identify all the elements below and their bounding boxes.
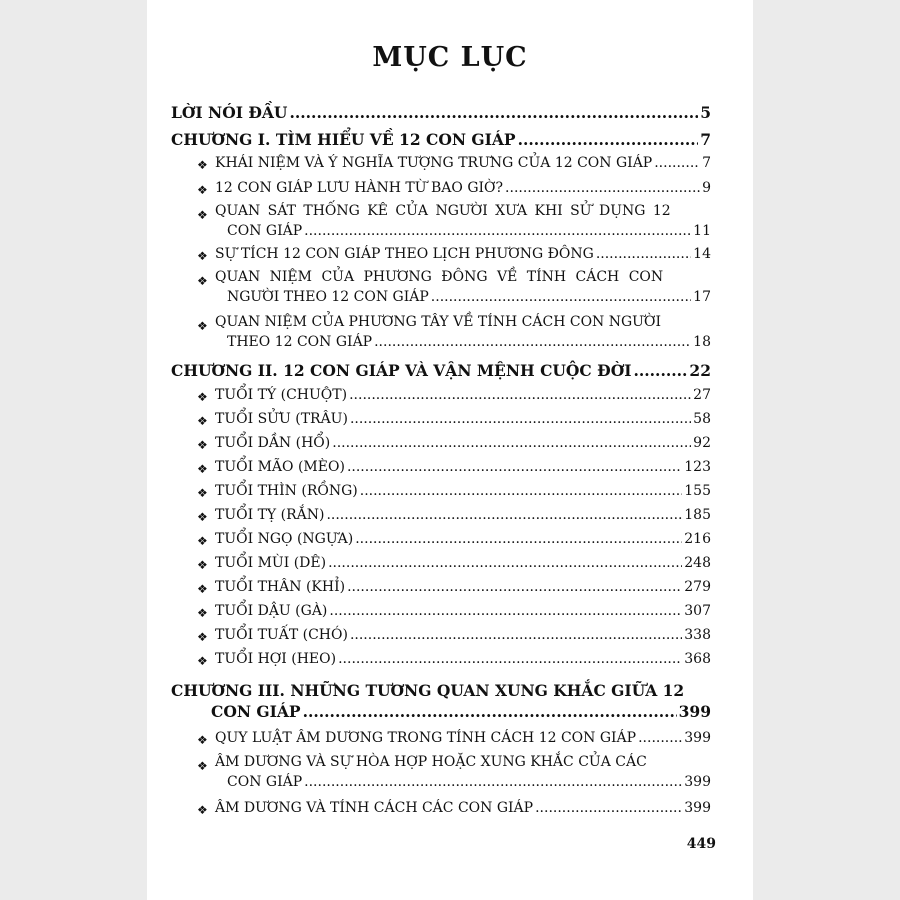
toc-entry-chapter-3: CON GIÁP ..... 399	[211, 702, 711, 719]
toc-entry-section: CON GIÁP ..... 399	[227, 774, 711, 791]
bullet-icon: ❖	[197, 249, 208, 263]
bullet-icon: ❖	[197, 183, 208, 197]
bullet-icon: ❖	[197, 274, 208, 288]
bullet-icon: ❖	[197, 462, 208, 476]
bullet-icon: ❖	[197, 208, 208, 222]
bullet-icon: ❖	[197, 582, 208, 596]
toc-entry-section: TUỔI TUẤT (CHÓ) ..... 338	[215, 627, 711, 644]
toc-entry-section: TUỔI SỬU (TRÂU) ..... 58	[215, 411, 711, 428]
toc-entry-chapter-3-line1: CHƯƠNG III. NHỮNG TƯƠNG QUAN XUNG KHẮC GIỮA 12	[171, 681, 685, 700]
toc-entry-section: TUỔI TÝ (CHUỘT) ..... 27	[215, 387, 711, 404]
toc-entry-section: THEO 12 CON GIÁP ..... 18	[227, 334, 711, 351]
bullet-icon: ❖	[197, 759, 208, 773]
toc-entry-section-line1: QUAN NIỆM CỦA PHƯƠNG ĐÔNG VỀ TÍNH CÁCH CON	[215, 269, 664, 285]
toc-entry-section: TUỔI HỢI (HEO) ..... 368	[215, 651, 711, 668]
bullet-icon: ❖	[197, 654, 208, 668]
toc-entry-section: TUỔI MÙI (DÊ) ..... 248	[215, 555, 711, 572]
toc-entry-section: QUY LUẬT ÂM DƯƠNG TRONG TÍNH CÁCH 12 CON GIÁP ..... 399	[215, 730, 711, 747]
bullet-icon: ❖	[197, 558, 208, 572]
page-title: MỤC LỤC	[372, 42, 528, 73]
page-number: 449	[686, 836, 716, 852]
toc-entry-section: 12 CON GIÁP LƯU HÀNH TỪ BAO GIỜ? ..... 9	[215, 180, 711, 197]
toc-entry-section: SỰ TÍCH 12 CON GIÁP THEO LỊCH PHƯƠNG ĐÔNG ..... 14	[215, 246, 711, 263]
toc-entry-section: KHÁI NIỆM VÀ Ý NGHĨA TƯỢNG TRƯNG CỦA 12 CON GIÁP ..... 7	[215, 155, 711, 172]
bullet-icon: ❖	[197, 534, 208, 548]
toc-entry-section-line1: QUAN NIỆM CỦA PHƯƠNG TÂY VỀ TÍNH CÁCH CON NGƯỜI	[215, 314, 661, 330]
toc-entry-preface: LỜI NÓI ĐẦU ..... 5	[171, 103, 711, 120]
toc-entry-section: TUỔI THÂN (KHỈ) ..... 279	[215, 579, 711, 596]
bullet-icon: ❖	[197, 606, 208, 620]
toc-entry-section: TUỔI DẦN (HỔ) ..... 92	[215, 435, 711, 452]
toc-entry-section-line1: QUAN SÁT THỐNG KÊ CỦA NGƯỜI XƯA KHI SỬ DỤNG 12	[215, 203, 671, 219]
bullet-icon: ❖	[197, 438, 208, 452]
bullet-icon: ❖	[197, 510, 208, 524]
toc-entry-section: NGƯỜI THEO 12 CON GIÁP ..... 17	[227, 289, 711, 306]
bullet-icon: ❖	[197, 630, 208, 644]
toc-entry-section: ÂM DƯƠNG VÀ TÍNH CÁCH CÁC CON GIÁP ..... 399	[215, 800, 711, 817]
toc-entry-chapter-1: CHƯƠNG I. TÌM HIỂU VỀ 12 CON GIÁP ..... 7	[171, 130, 711, 147]
toc-entry-section: TUỔI DẬU (GÀ) ..... 307	[215, 603, 711, 620]
toc-entry-section: CON GIÁP ..... 11	[227, 223, 711, 240]
bullet-icon: ❖	[197, 158, 208, 172]
bullet-icon: ❖	[197, 390, 208, 404]
toc-entry-chapter-2: CHƯƠNG II. 12 CON GIÁP VÀ VẬN MỆNH CUỘC ĐỜI ..... 22	[171, 361, 711, 378]
toc-entry-section: TUỔI THÌN (RỒNG) ..... 155	[215, 483, 711, 500]
toc-entry-section-line1: ÂM DƯƠNG VÀ SỰ HÒA HỢP HOẶC XUNG KHẮC CỦA CÁC	[215, 754, 647, 770]
bullet-icon: ❖	[197, 486, 208, 500]
bullet-icon: ❖	[197, 803, 208, 817]
toc-entry-section: TUỔI NGỌ (NGỰA) ..... 216	[215, 531, 711, 548]
toc-entry-section: TUỔI MÃO (MÈO) ..... 123	[215, 459, 711, 476]
bullet-icon: ❖	[197, 414, 208, 428]
toc-entry-section: TUỔI TỴ (RẮN) ..... 185	[215, 507, 711, 524]
bullet-icon: ❖	[197, 319, 208, 333]
book-page	[147, 0, 753, 900]
bullet-icon: ❖	[197, 733, 208, 747]
